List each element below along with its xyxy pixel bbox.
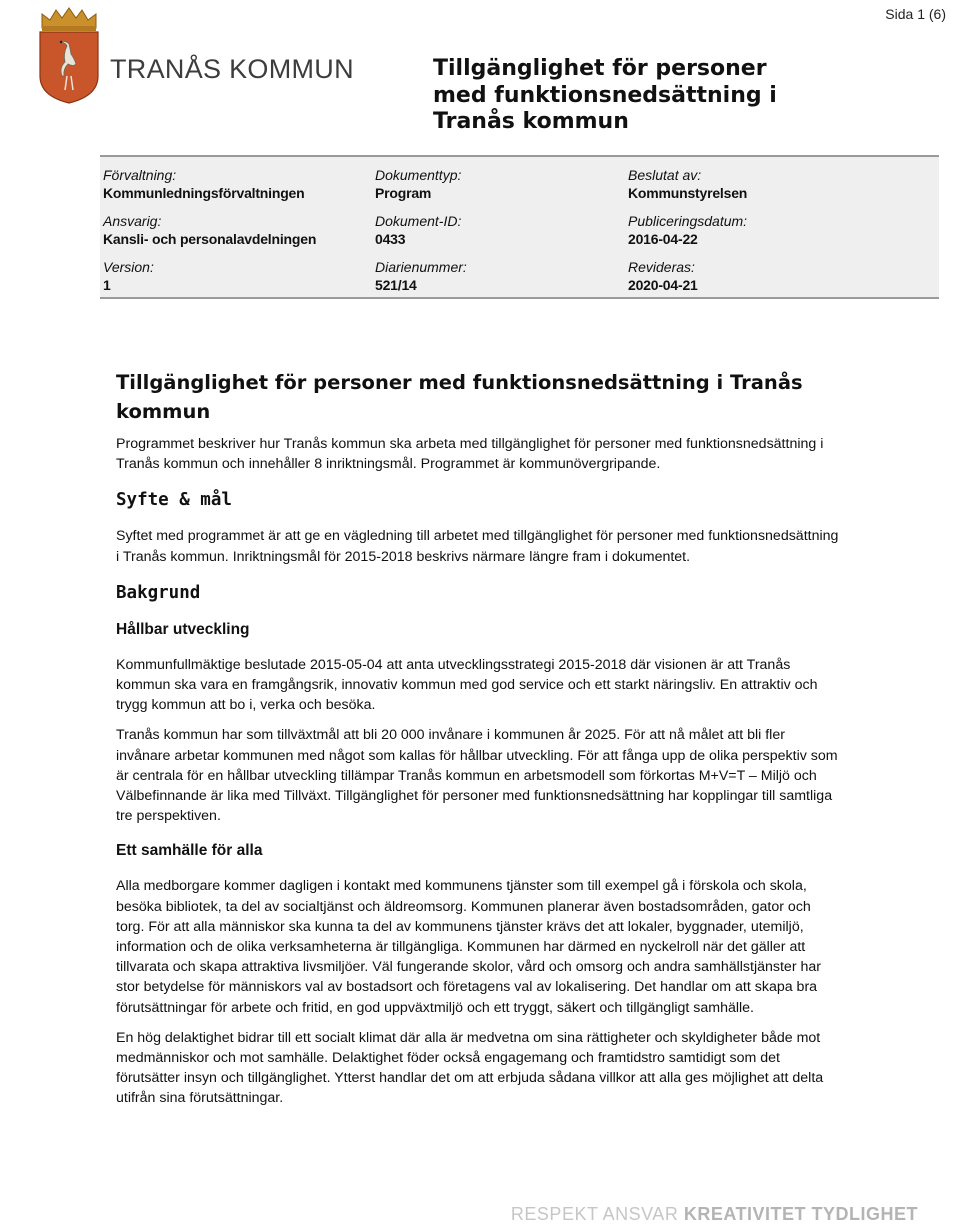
meta-value: 2016-04-22 bbox=[628, 231, 698, 247]
intro-paragraph: Programmet beskriver hur Tranås kommun ska arbeta med tillgänglighet för personer med funktionsnedsättning i Tranås kommun och innehåller 8 inriktningsmål. Programmet är kommunövergripande. bbox=[116, 436, 824, 473]
footer-slogan bbox=[511, 1204, 918, 1225]
document-body bbox=[116, 368, 841, 1119]
section-heading-purpose: Syfte & mål bbox=[116, 490, 232, 511]
sustainable-paragraph-2: Tranås kommun har som tillväxtmål att bli 20 000 invånare i kommunen år 2025. För att nå målet att bli fler invånare arbetar kommunen med något som kallas för hållbar utveckling. För att fånga upp de olika perspektiv som är centrala för en hållbar utveckling tillämpar Tranås kommun en arbetsmodell som förkortas M+V=T – Miljö och Välbefinnande är lika med Tillväxt. Tillgänglighet för personer med funktionsnedsättning har kopplingar till samtliga tre perspektiven. bbox=[116, 727, 838, 825]
meta-label: Revideras: bbox=[628, 259, 695, 275]
subheading-sustainable-development: Hållbar utveckling bbox=[116, 620, 250, 638]
meta-value: Kansli- och personalavdelningen bbox=[103, 231, 317, 247]
society-paragraph-1: Alla medborgare kommer dagligen i kontakt med kommunens tjänster som till exempel gå i förskola och skola, besöka bibliotek, ta del av socialtjänst och äldreomsorg. Kommunen planerar även bostadsområden, gator och torg. För att alla människor ska kunna ta del av kommunens tjänster krävs det att lokaler, byggnader, utemiljö, information och de olika verksamheterna är tillgängliga. Kommunen har därmed en nyckelroll när det gäller att tillvarata och skapa attraktiva livsmiljöer. Väl fungerande skolor, vård och omsorg och andra samhällstjänster har stor betydelse för människors val av bostadsort och företagens val av lokalisering. Det handlar om att skapa bra förutsättningar för arbete och fritid, en god uppväxtmiljö och ett tryggt, säkert och tillgängligt samhälle. bbox=[116, 878, 821, 1016]
meta-label: Ansvarig: bbox=[103, 213, 162, 229]
footer-slogan-light: RESPEKT ANSVAR bbox=[510, 1204, 684, 1224]
meta-label: Dokument-ID: bbox=[375, 213, 462, 229]
meta-label: Dokumenttyp: bbox=[375, 167, 462, 183]
meta-label: Beslutat av: bbox=[628, 167, 702, 183]
meta-publiceringsdatum bbox=[628, 212, 747, 248]
meta-value: 2020-04-21 bbox=[628, 277, 698, 293]
meta-value: 1 bbox=[103, 277, 111, 293]
section-heading-background: Bakgrund bbox=[116, 582, 201, 603]
meta-value: 0433 bbox=[375, 231, 406, 247]
document-metadata-panel bbox=[100, 155, 939, 299]
municipal-crest-logo bbox=[36, 6, 102, 104]
logo-wordmark: TRANÅS KOMMUN bbox=[110, 54, 354, 84]
meta-revideras bbox=[628, 258, 698, 294]
meta-label: Förvaltning: bbox=[103, 167, 177, 183]
meta-version bbox=[103, 258, 154, 294]
meta-dokument-id bbox=[375, 212, 461, 248]
meta-value: Program bbox=[375, 185, 432, 201]
meta-label: Diarienummer: bbox=[375, 259, 467, 275]
meta-value: Kommunstyrelsen bbox=[628, 185, 748, 201]
sustainable-paragraph-1: Kommunfullmäktige beslutade 2015-05-04 att anta utvecklingsstrategi 2015-2018 där visionen är att Tranås kommun ska vara en framgångsrik, innovativ kommun med god service och ett starkt näringsliv. En attraktiv och trygg kommun att bo i, verka och besöka. bbox=[116, 656, 818, 714]
meta-ansvarig bbox=[103, 212, 316, 248]
meta-label: Version: bbox=[103, 259, 154, 275]
society-paragraph-2: En hög delaktighet bidrar till ett socialt klimat där alla är medvetna om sina rättigheter och skyldigheter både mot medmänniskor och mot samhälle. Delaktighet föder också engagemang och framtidstro samtidigt som det förutsätter insyn och tillgänglighet. Ytterst handlar det om att erbjuda sådana villkor att alla ges möjlighet att delta utifrån sina förutsättningar. bbox=[116, 1029, 824, 1107]
document-title: Tillgänglighet för personer med funktionsnedsättning i Tranås kommun bbox=[433, 56, 777, 134]
purpose-paragraph: Syftet med programmet är att ge en vägledning till arbetet med tillgänglighet för personer med funktionsnedsättning i Tranås kommun. Inriktningsmål för 2015-2018 beskrivs närmare längre fram i dokumentet. bbox=[116, 528, 839, 565]
meta-value: Kommunledningsförvaltningen bbox=[103, 185, 305, 201]
footer-slogan-bold: KREATIVITET TYDLIGHET bbox=[683, 1204, 918, 1224]
page-number: Sida 1 (6) bbox=[885, 6, 946, 22]
meta-label: Publiceringsdatum: bbox=[628, 213, 748, 229]
meta-value: 521/14 bbox=[375, 277, 417, 293]
subheading-society-for-all: Ett samhälle för alla bbox=[116, 842, 263, 860]
main-heading: Tillgänglighet för personer med funktionsnedsättning i Tranås kommun bbox=[116, 371, 803, 423]
meta-dokumenttyp bbox=[375, 166, 461, 202]
meta-diarienummer bbox=[375, 258, 467, 294]
meta-forvaltning bbox=[103, 166, 305, 202]
meta-beslutat-av bbox=[628, 166, 747, 202]
